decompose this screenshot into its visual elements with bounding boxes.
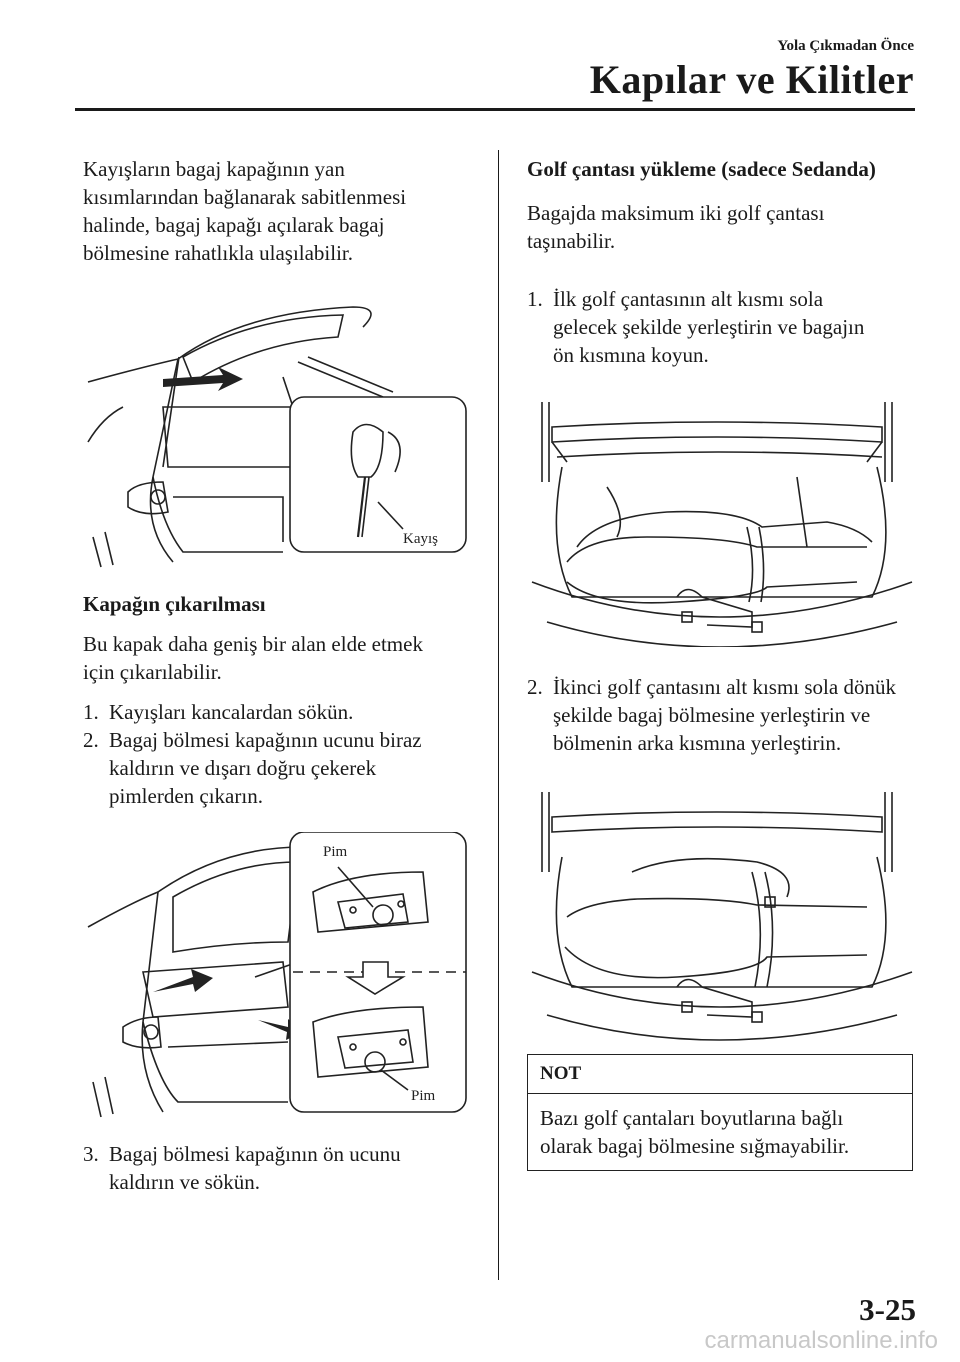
step-item — [83, 726, 478, 810]
step-number: 1. — [527, 287, 543, 311]
note-box — [527, 1054, 913, 1171]
step-number: 3. — [83, 1142, 99, 1166]
header-rule — [75, 108, 915, 111]
step-item — [527, 285, 922, 369]
intro-line: bölmesine rahatlıkla ulaşılabilir. — [83, 241, 354, 265]
note-title: NOT — [528, 1055, 912, 1094]
step-text: İkinci golf çantasını alt kısmı sola dönük — [553, 675, 896, 699]
right-column — [527, 155, 922, 1171]
intro-line: Kayışların bagaj kapağının yan — [83, 157, 345, 181]
section-label: Yola Çıkmadan Önce — [777, 38, 914, 54]
step-item — [527, 673, 922, 757]
step-text: İlk golf çantasının alt kısmı sola — [553, 287, 824, 311]
column-divider — [498, 150, 499, 1280]
pin-label-bottom: Pim — [411, 1088, 436, 1104]
page-title: Kapılar ve Kilitler — [589, 57, 914, 102]
pin-label-top: Pim — [323, 844, 348, 860]
left-column — [83, 155, 478, 1196]
step-text: kaldırın ve sökün. — [109, 1170, 261, 1194]
page-number: 3-25 — [859, 1292, 916, 1327]
section-heading: Golf çantası yükleme (sadece Sedanda) — [527, 157, 876, 181]
golf-bag-front-figure — [527, 397, 922, 647]
intro-line: kısımlarından bağlanarak sabitlenmesi — [83, 185, 407, 209]
step-text: Bagaj bölmesi kapağının ucunu biraz — [109, 728, 422, 752]
intro-line: taşınabilir. — [527, 229, 616, 253]
step-item — [83, 1140, 478, 1196]
strap-label: Kayış — [403, 531, 438, 547]
watermark: carmanualsonline.info — [704, 1327, 938, 1354]
step-text: şekilde bagaj bölmesine yerleştirin ve — [553, 703, 871, 727]
step-text: gelecek şekilde yerleştirin ve bagajın — [553, 315, 865, 339]
section-heading: Kapağın çıkarılması — [83, 592, 266, 616]
note-body — [528, 1094, 912, 1170]
desc-line: için çıkarılabilir. — [83, 660, 222, 684]
step-item — [83, 698, 478, 726]
step-text: kaldırın ve dışarı doğru çekerek — [109, 756, 377, 780]
cover-pin-figure — [83, 832, 478, 1122]
golf-bag-rear-figure — [527, 787, 922, 1042]
step-list — [83, 698, 478, 810]
hatch-strap-figure — [83, 297, 478, 572]
step-text: bölmenin arka kısmına yerleştirin. — [553, 731, 842, 755]
note-line: olarak bagaj bölmesine sığmayabilir. — [540, 1134, 850, 1158]
step-number: 2. — [527, 675, 543, 699]
intro-line: Bagajda maksimum iki golf çantası — [527, 201, 825, 225]
step-text: pimlerden çıkarın. — [109, 784, 263, 808]
step-number: 1. — [83, 700, 99, 724]
desc-line: Bu kapak daha geniş bir alan elde etmek — [83, 632, 423, 656]
step-number: 2. — [83, 728, 99, 752]
intro-line: halinde, bagaj kapağı açılarak bagaj — [83, 213, 385, 237]
step-text: Bagaj bölmesi kapağının ön ucunu — [109, 1142, 401, 1166]
step-text: ön kısmına koyun. — [553, 343, 709, 367]
step-text: Kayışları kancalardan sökün. — [109, 700, 354, 724]
note-line: Bazı golf çantaları boyutlarına bağlı — [540, 1106, 844, 1130]
